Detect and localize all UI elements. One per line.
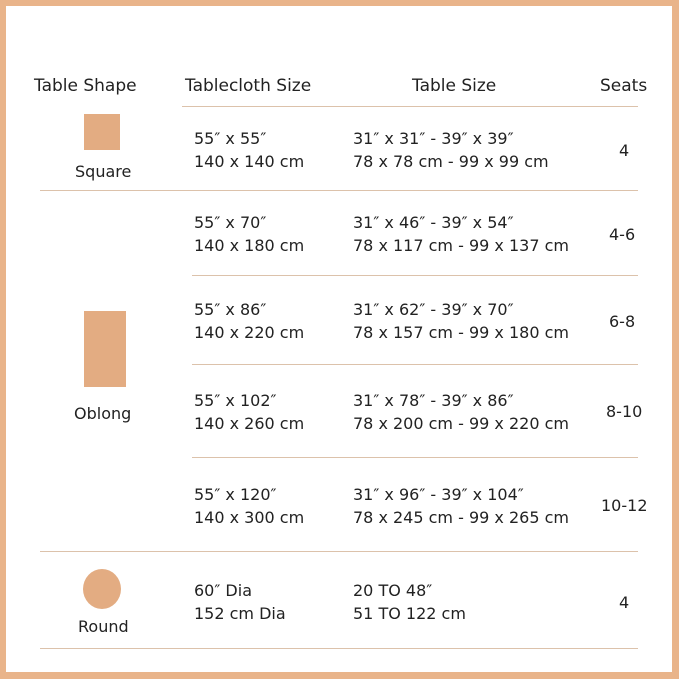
tablecloth-size-cm: 152 cm Dia — [194, 604, 286, 623]
tablecloth-size-cell — [194, 298, 304, 344]
oblong-table-icon — [84, 311, 126, 387]
tablecloth-size-cell — [194, 211, 304, 257]
bottom-rule — [40, 648, 638, 649]
seats-cell: 6-8 — [609, 312, 636, 331]
table-size-cell — [353, 483, 569, 529]
square-table-icon — [84, 114, 120, 150]
tablecloth-size-cell — [194, 389, 304, 435]
row-divider — [40, 190, 638, 191]
table-size-inches: 20 TO 48″ — [353, 581, 433, 600]
tablecloth-size-cm: 140 x 260 cm — [194, 414, 305, 433]
header-seats: Seats — [600, 76, 648, 96]
row-divider — [192, 364, 638, 365]
shape-label-round: Round — [78, 617, 129, 636]
tablecloth-size-inches: 55″ x 70″ — [194, 213, 267, 232]
tablecloth-size-cm: 140 x 180 cm — [194, 236, 305, 255]
table-size-cm: 51 TO 122 cm — [353, 604, 466, 623]
table-size-cm: 78 x 117 cm - 99 x 137 cm — [353, 236, 569, 255]
shape-label-oblong: Oblong — [74, 404, 132, 423]
tablecloth-size-inches: 55″ x 102″ — [194, 391, 277, 410]
table-size-inches: 31″ x 46″ - 39″ x 54″ — [353, 213, 514, 232]
table-size-inches: 31″ x 78″ - 39″ x 86″ — [353, 391, 514, 410]
tablecloth-size-inches: 55″ x 86″ — [194, 300, 267, 319]
table-size-inches: 31″ x 62″ - 39″ x 70″ — [353, 300, 514, 319]
tablecloth-size-inches: 55″ x 55″ — [194, 129, 267, 148]
round-table-icon — [83, 569, 121, 609]
seats-cell: 4 — [619, 141, 630, 160]
seats-cell: 4-6 — [609, 225, 636, 244]
table-size-cm: 78 x 245 cm - 99 x 265 cm — [353, 508, 569, 527]
seats-cell: 8-10 — [606, 402, 643, 421]
row-divider — [40, 551, 638, 552]
row-divider — [192, 457, 638, 458]
header-tablecloth-size: Tablecloth Size — [185, 76, 312, 96]
header-rule — [182, 106, 638, 107]
header-table-size: Table Size — [412, 76, 497, 96]
tablecloth-size-cell — [194, 579, 286, 625]
tablecloth-size-cm: 140 x 220 cm — [194, 323, 305, 342]
table-size-inches: 31″ x 96″ - 39″ x 104″ — [353, 485, 524, 504]
tablecloth-size-inches: 55″ x 120″ — [194, 485, 277, 504]
table-size-cm: 78 x 200 cm - 99 x 220 cm — [353, 414, 569, 433]
table-size-inches: 31″ x 31″ - 39″ x 39″ — [353, 129, 514, 148]
table-size-cm: 78 x 157 cm - 99 x 180 cm — [353, 323, 569, 342]
tablecloth-size-cm: 140 x 140 cm — [194, 152, 305, 171]
shape-label-square: Square — [75, 162, 132, 181]
table-size-cell — [353, 389, 569, 435]
tablecloth-size-cm: 140 x 300 cm — [194, 508, 305, 527]
table-size-cell — [353, 579, 466, 625]
table-size-cell — [353, 298, 569, 344]
tablecloth-size-cell — [194, 127, 304, 173]
table-size-cell — [353, 211, 569, 257]
header-table-shape: Table Shape — [34, 76, 137, 96]
seats-cell: 4 — [619, 593, 630, 612]
tablecloth-size-inches: 60″ Dia — [194, 581, 252, 600]
tablecloth-size-cell — [194, 483, 304, 529]
table-size-cell — [353, 127, 549, 173]
table-size-cm: 78 x 78 cm - 99 x 99 cm — [353, 152, 549, 171]
seats-cell: 10-12 — [601, 496, 648, 515]
row-divider — [192, 275, 638, 276]
